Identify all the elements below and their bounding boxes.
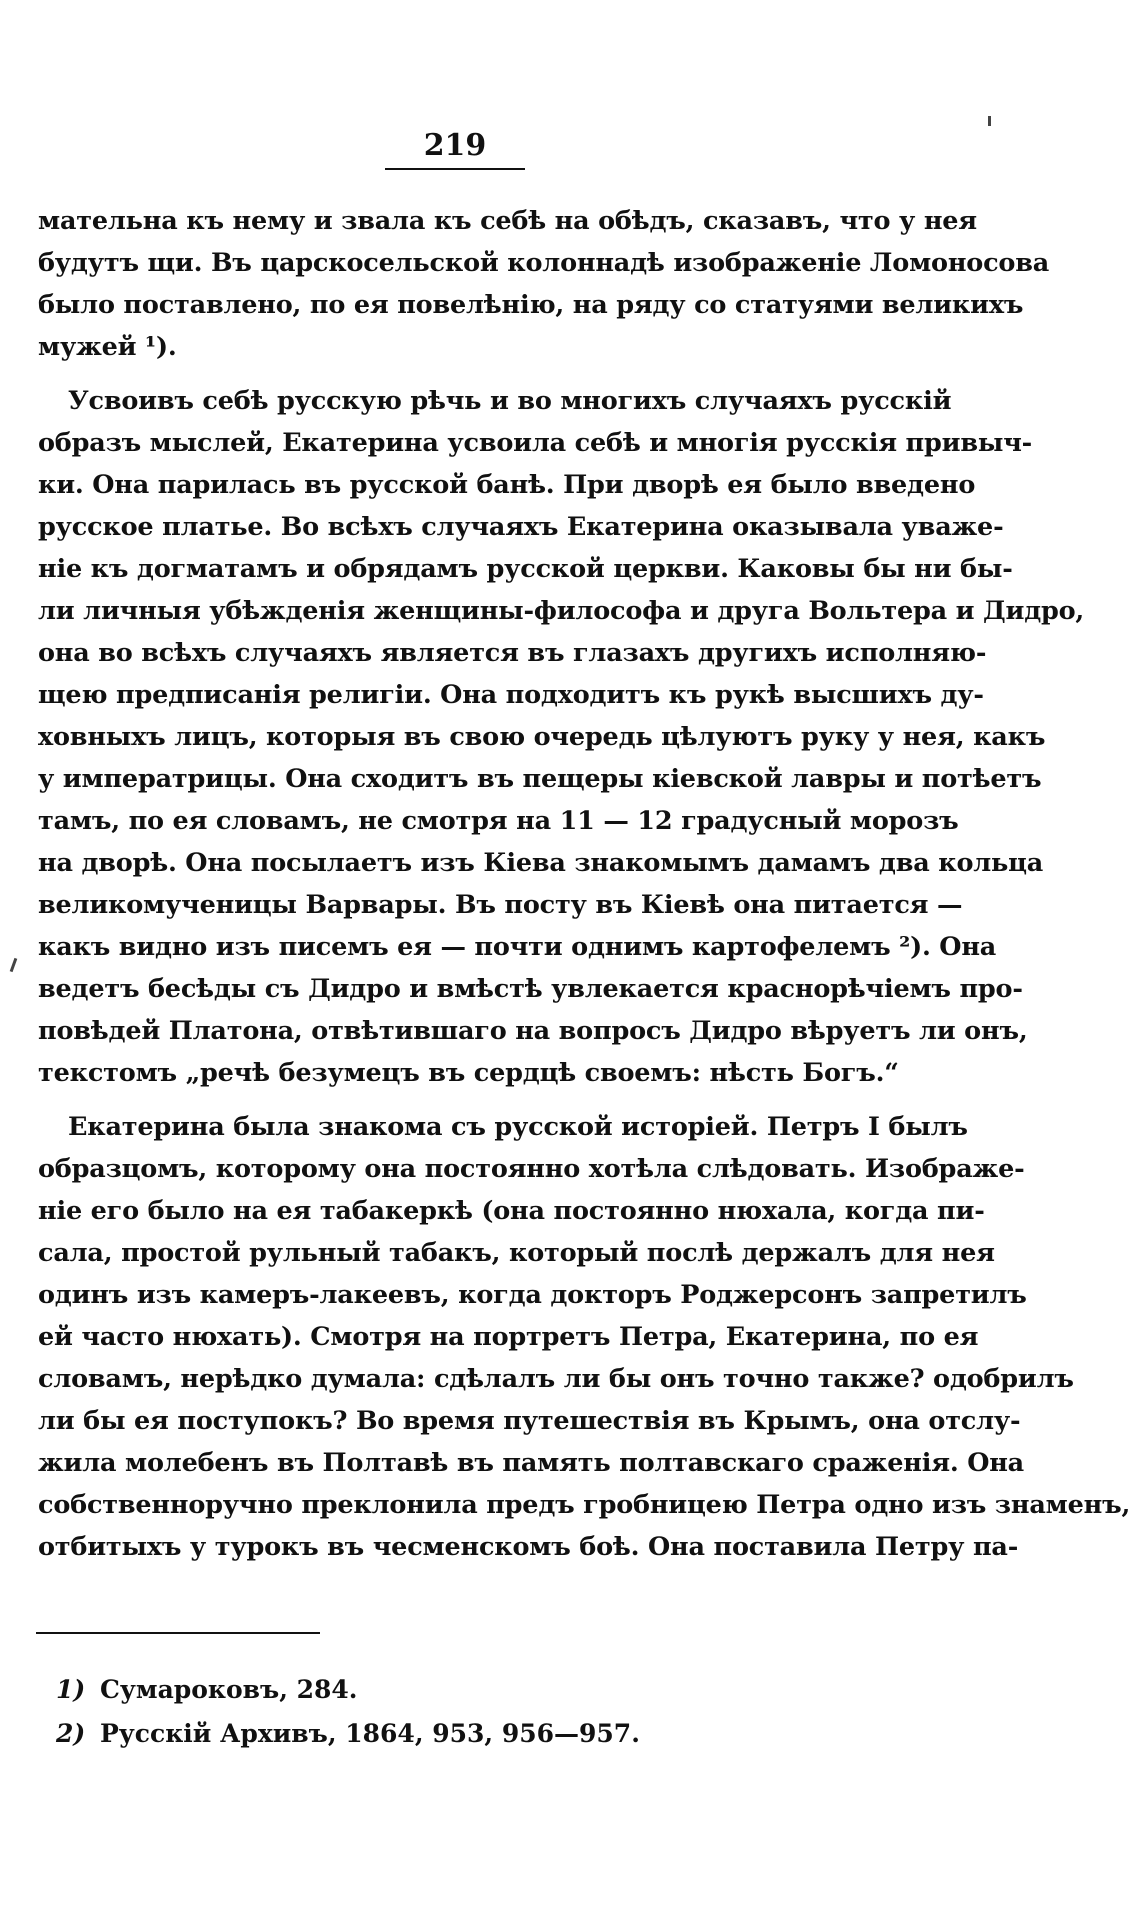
text-line: жила молебенъ въ Полтавѣ въ память полтавскаго сраженiя. Она (38, 1448, 1024, 1478)
text-line: сала, простой рульный табакъ, который послѣ держалъ для нея (38, 1238, 995, 1268)
text-line: будутъ щи. Въ царскосельской колоннадѣ изображенiе Ломоносова (38, 248, 1050, 278)
text-line: мужей ¹). (38, 332, 177, 362)
text-line: она во всѣхъ случаяхъ является въ глазахъ другихъ исполняю- (38, 638, 987, 668)
scan-speck (10, 958, 18, 972)
footnote-mark: 1) (56, 1675, 86, 1704)
text-line: собственноручно преклонила предъ гробницею Петра одно изъ знаменъ, (38, 1490, 1131, 1520)
text-line: какъ видно изъ писемъ ея — почти однимъ картофелемъ ²). Она (38, 932, 997, 962)
footnote-text: Русскiй Архивъ, 1864, 953, 956—957. (99, 1719, 640, 1748)
text-line: словамъ, нерѣдко думала: сдѣлалъ ли бы онъ точно также? одобрилъ (38, 1364, 1074, 1394)
text-line: образъ мыслей, Екатерина усвоила себѣ и многiя русскiя привыч- (38, 428, 1033, 458)
text-line: одинъ изъ камеръ-лакеевъ, когда докторъ Роджерсонъ запретилъ (38, 1280, 1027, 1310)
text-line: ки. Она парилась въ русской банѣ. При дворѣ ея было введено (38, 470, 976, 500)
text-line: ли личныя убѣжденiя женщины-философа и друга Вольтера и Дидро, (38, 596, 1085, 626)
page-number-rule (385, 168, 525, 170)
text-line: текстомъ „речѣ безумецъ въ сердцѣ своемъ: нѣсть Богъ.“ (38, 1058, 899, 1088)
text-line: ховныхъ лицъ, которыя въ свою очередь цѣлуютъ руку у нея, какъ (38, 722, 1046, 752)
page-number: 219 (423, 128, 487, 163)
footnotes (56, 1668, 856, 1756)
text-line: нiе къ догматамъ и обрядамъ русской церкви. Каковы бы ни бы- (38, 554, 1013, 584)
text-line: на дворѣ. Она посылаетъ изъ Кiева знакомымъ дамамъ два кольца (38, 848, 1044, 878)
text-line: ведетъ бесѣды съ Дидро и вмѣстѣ увлекается краснорѣчiемъ про- (38, 974, 1023, 1004)
text-line: нiе его было на ея табакеркѣ (она постоянно нюхала, когда пи- (38, 1196, 985, 1226)
text-line: было поставлено, по ея повелѣнiю, на ряду со статуями великихъ (38, 290, 1024, 320)
text-line: русское платье. Во всѣхъ случаяхъ Екатерина оказывала уваже- (38, 512, 1004, 542)
text-line: Екатерина была знакома съ русской исторiей. Петръ I былъ (68, 1112, 968, 1142)
text-line: щею предписанiя религiи. Она подходитъ къ рукѣ высшихъ ду- (38, 680, 984, 710)
footnote-text: Сумароковъ, 284. (99, 1675, 358, 1704)
text-line: у императрицы. Она сходитъ въ пещеры кiевской лавры и потѣетъ (38, 764, 1042, 794)
text-line: ли бы ея поступокъ? Во время путешествiя въ Крымъ, она отслу- (38, 1406, 1021, 1436)
scan-speck (988, 116, 991, 126)
text-line: отбитыхъ у турокъ въ чесменскомъ боѣ. Она поставила Петру па- (38, 1532, 1019, 1562)
text-line: тамъ, по ея словамъ, не смотря на 11 — 12 градусный морозъ (38, 806, 959, 836)
text-line: Усвоивъ себѣ русскую рѣчь и во многихъ случаяхъ русскiй (68, 386, 952, 416)
text-line: великомученицы Варвары. Въ посту въ Кiевѣ она питается — (38, 890, 963, 920)
body-text (38, 200, 1131, 1568)
footnote-mark: 2) (56, 1719, 86, 1748)
text-line: повѣдей Платона, отвѣтившаго на вопросъ Дидро вѣруетъ ли онъ, (38, 1016, 1028, 1046)
text-line: мательна къ нему и звала къ себѣ на обѣдъ, сказавъ, что у нея (38, 206, 977, 236)
footnote (56, 1712, 856, 1756)
footnote (56, 1668, 856, 1712)
footnote-rule (36, 1632, 320, 1634)
text-line: ей часто нюхать). Смотря на портретъ Петра, Екатерина, по ея (38, 1322, 979, 1352)
text-line: образцомъ, которому она постоянно хотѣла слѣдовать. Изображе- (38, 1154, 1025, 1184)
